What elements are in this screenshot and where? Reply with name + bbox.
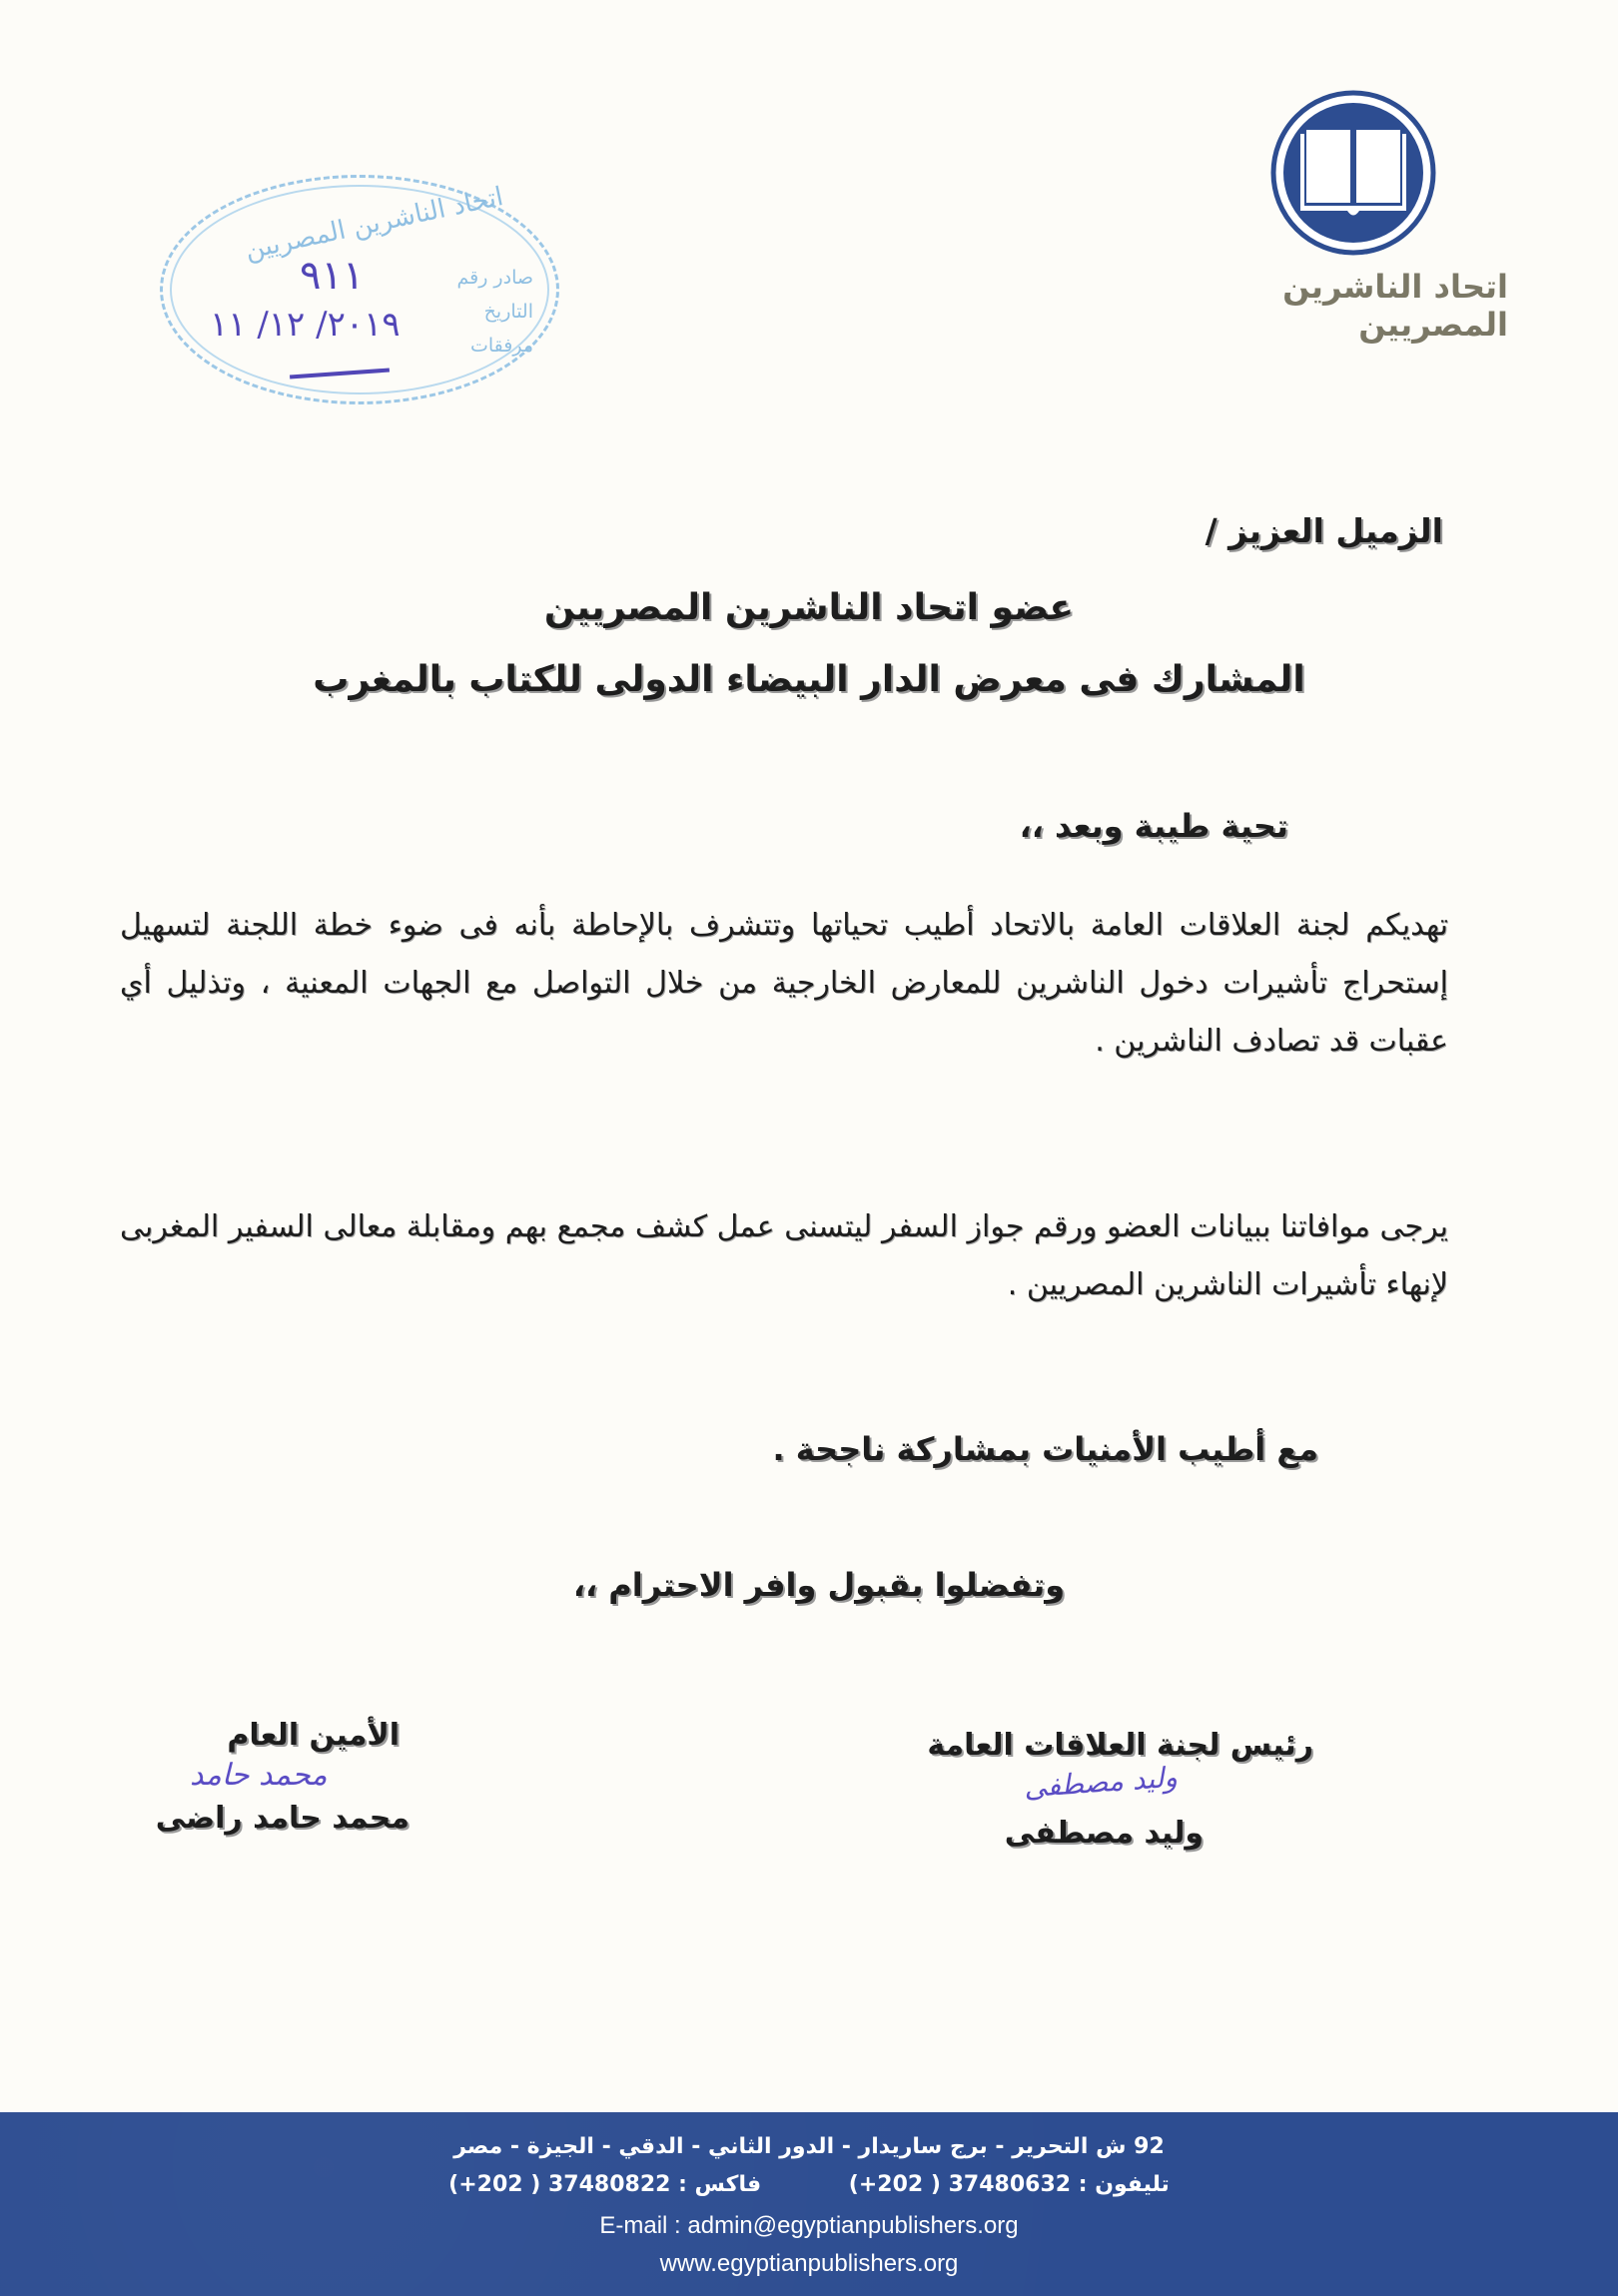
stamp-organization: اتحاد الناشرين المصريين [242, 181, 506, 267]
paragraph-1: تهديكم لجنة العلاقات العامة بالاتحاد أطيب تحياتها وتتشرف بالإحاطة بأنه فى ضوء خطة اللجنة لتسهيل إستحراج تأشيرات دخول الناشرين للمعارض الخارجية من خلال التواصل مع الجهات المعنية ، وتذليل أي عقبات قد تصادف الناشرين . [120, 908, 1448, 1059]
committee-chair-name: وليد مصطفى [1004, 1816, 1204, 1851]
salutation: الزميل العزيز / [1205, 511, 1443, 550]
footer-address: 92 ش التحرير - برج ساريدار - الدور الثاني - الدقي - الجيزة - مصر [453, 2134, 1165, 2159]
secretary-general-name: محمد حامد راضى [155, 1801, 409, 1836]
committee-chair-signature: وليد مصطفى [1023, 1760, 1179, 1805]
stamp-number-label: صادر رقم [456, 267, 533, 289]
heading-line-2: المشارك فى معرض الدار البيضاء الدولى للكتاب بالمغرب [313, 659, 1305, 700]
footer-phone: تليفون : 37480632 ( 202+) [848, 2172, 1170, 2197]
stamp-number: ٩١١ [300, 253, 365, 299]
footer-website[interactable]: www.egyptianpublishers.org [659, 2250, 959, 2277]
footer-fax: فاكس : 37480822 ( 202+) [448, 2172, 762, 2197]
organization-name: اتحاد الناشرين المصريين [1282, 268, 1508, 344]
stamp-date: ٢٠١٩/ ١٢/ ١١ [210, 305, 401, 345]
greeting: تحية طيبة وبعد ،، [1019, 807, 1288, 845]
organization-logo [1270, 90, 1436, 256]
closing-line: وتفضلوا بقبول وافر الاحترام ،، [572, 1566, 1066, 1604]
footer-contact [0, 2172, 1618, 2197]
stamp-attachments-label: مرفقات [469, 335, 533, 357]
committee-chair-title: رئيس لجنة العلاقات العامة [927, 1728, 1313, 1763]
footer-email[interactable]: E-mail : admin@egyptianpublishers.org [599, 2212, 1019, 2239]
incoming-stamp [160, 175, 559, 404]
heading-line-1: عضو اتحاد الناشرين المصريين [543, 587, 1075, 628]
footer [0, 2112, 1618, 2296]
secretary-general-signature: محمد حامد [190, 1758, 328, 1793]
wishes-line: مع أطيب الأمنيات بمشاركة ناجحة . [772, 1430, 1318, 1468]
open-book-icon [1270, 90, 1436, 256]
secretary-general-title: الأمين العام [227, 1718, 400, 1753]
paragraph-2: يرجى موافاتنا ببيانات العضو ورقم جواز السفر ليتسنى عمل كشف مجمع بهم ومقابلة معالى السفير المغربى لإنهاء تأشيرات الناشرين المصريين . [120, 1209, 1448, 1302]
stamp-date-label: التاريخ [483, 301, 533, 323]
